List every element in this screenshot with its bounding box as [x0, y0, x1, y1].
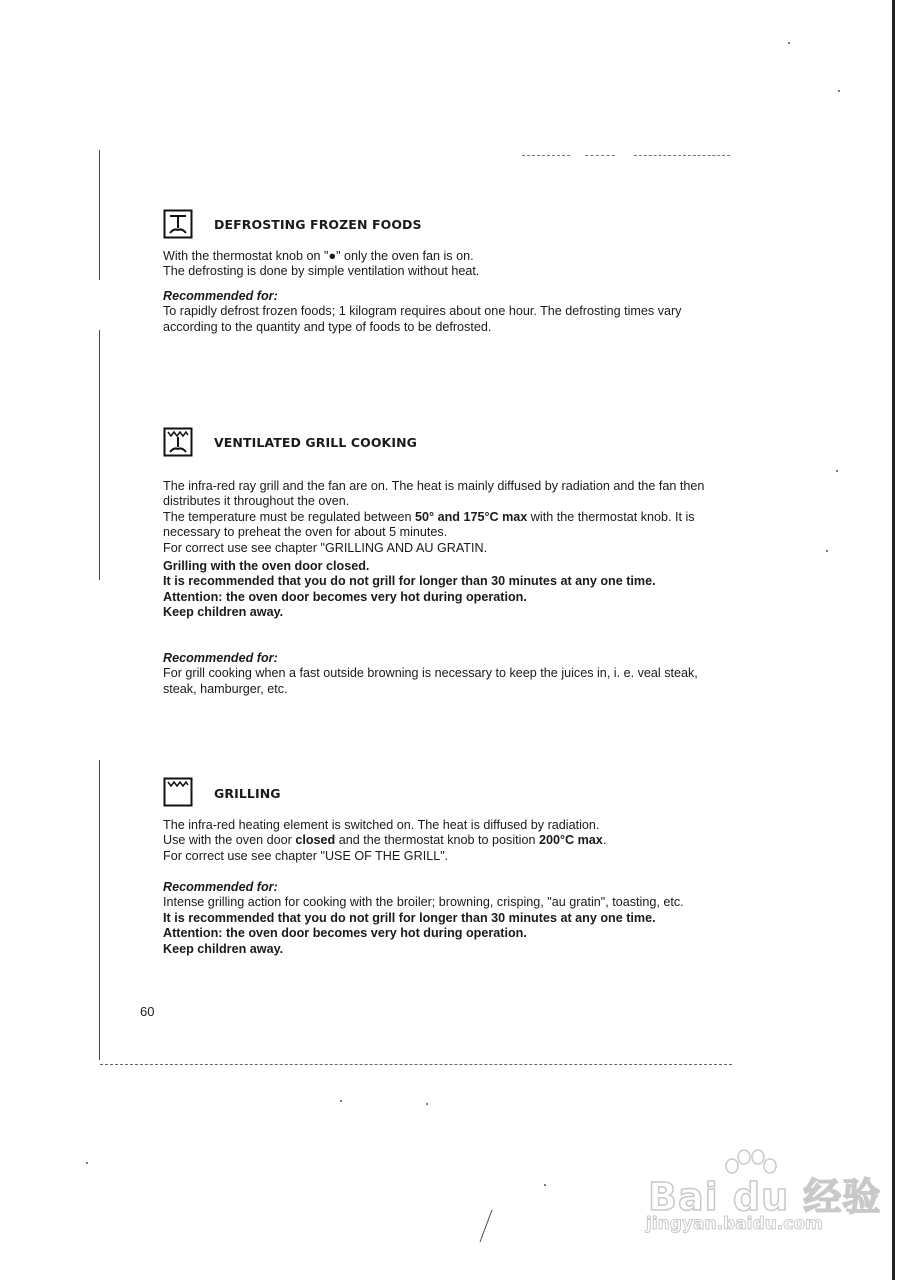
section-body	[163, 249, 708, 280]
recommended-block	[163, 289, 708, 335]
recommended-label: Recommended for:	[163, 880, 278, 894]
temperature-line	[163, 510, 708, 541]
body-line: The infra-red heating element is switched on. The heat is diffused by radiation.	[163, 818, 600, 832]
oven-fan-defrost-icon	[163, 209, 193, 239]
scan-speck	[826, 550, 828, 552]
oven-fan-grill-icon	[163, 427, 193, 457]
scan-margin-line	[99, 760, 100, 1060]
body-line: The defrosting is done by simple ventilation without heat.	[163, 264, 480, 279]
scan-edge	[892, 0, 895, 1280]
recommended-text: To rapidly defrost frozen foods; 1 kilogram requires about one hour. The defrosting times vary according to the quantity and type of foods to be defrosted.	[163, 304, 682, 334]
scan-stroke	[476, 1208, 496, 1244]
usage-line	[163, 833, 708, 848]
body-line: The infra-red ray grill and the fan are on. The heat is mainly diffused by radiation and the fan then distributes it throughout the oven.	[163, 479, 705, 509]
body-line: With the thermostat knob on "●" only the oven fan is on.	[163, 249, 474, 263]
watermark-brand: Bai du 经验	[648, 1175, 882, 1219]
usage-mid: and the thermostat knob to position	[335, 833, 539, 848]
warning-line: It is recommended that you do not grill for longer than 30 minutes at any one time.	[163, 910, 656, 925]
temperature-post: with the thermostat knob. It is necessary to preheat the oven for about 5 minutes.	[163, 509, 695, 540]
scan-dash	[522, 155, 570, 156]
section-title: VENTILATED GRILL COOKING	[214, 435, 418, 450]
recommended-block	[163, 651, 708, 697]
watermark	[640, 1148, 882, 1248]
watermark-url: jingyan.baidu.com	[646, 1214, 823, 1234]
warning-line: Grilling with the oven door closed.	[163, 559, 370, 574]
usage-post: .	[602, 833, 607, 848]
scan-speck	[426, 1103, 428, 1105]
warning-line: Keep children away.	[163, 605, 284, 620]
recommended-label: Recommended for:	[163, 289, 278, 303]
usage-door-state: closed	[295, 833, 336, 848]
scan-dash	[634, 155, 730, 156]
scan-speck	[836, 470, 838, 472]
scan-margin-line	[99, 330, 100, 580]
page-number: 60	[140, 1004, 155, 1019]
temperature-range: 50° and 175°C max	[415, 509, 528, 524]
temperature-pre: The temperature must be regulated between	[163, 509, 416, 524]
section-title: DEFROSTING FROZEN FOODS	[214, 217, 422, 232]
recommended-text: Intense grilling action for cooking with the broiler; browning, crisping, "au gratin", toasting, etc.	[163, 895, 684, 910]
warning-line: Attention: the oven door becomes very hot during operation.	[163, 926, 527, 941]
scan-margin-line	[99, 150, 100, 280]
recommended-block	[163, 880, 708, 957]
section-body	[163, 818, 708, 864]
recommended-label: Recommended for:	[163, 651, 278, 665]
scan-dash	[585, 155, 615, 156]
warning-line: Attention: the oven door becomes very hot during operation.	[163, 589, 527, 604]
section-body	[163, 479, 708, 621]
warning-line: Keep children away.	[163, 941, 284, 956]
oven-grill-icon	[163, 777, 193, 807]
scan-speck	[340, 1100, 342, 1102]
usage-temperature: 200°C max	[538, 833, 603, 848]
scan-speck	[788, 42, 790, 44]
recommended-text: For grill cooking when a fast outside browning is necessary to keep the juices in, i. e. veal steak, steak, hamburger, etc.	[163, 666, 698, 696]
scan-speck	[86, 1162, 88, 1164]
scan-speck	[838, 90, 840, 92]
usage-pre: Use with the oven door	[163, 833, 296, 848]
scan-speck	[544, 1184, 546, 1186]
chapter-reference: For correct use see chapter "GRILLING AND AU GRATIN.	[163, 540, 488, 555]
scan-dash	[100, 1064, 732, 1065]
chapter-reference: For correct use see chapter "USE OF THE GRILL".	[163, 848, 449, 863]
section-title: GRILLING	[214, 786, 281, 801]
warning-line: It is recommended that you do not grill for longer than 30 minutes at any one time.	[163, 574, 656, 589]
